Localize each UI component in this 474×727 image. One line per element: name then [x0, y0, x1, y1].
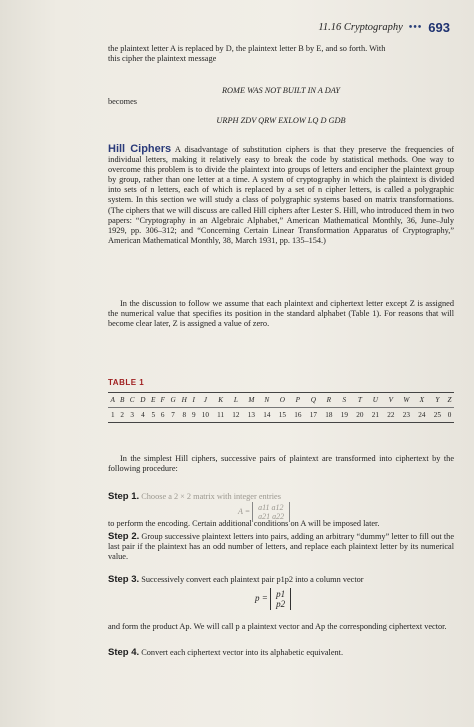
table-value-cell: 21	[371, 411, 379, 419]
table-letter-cell: D	[137, 393, 148, 408]
table-title: TABLE 1	[108, 378, 145, 387]
running-header	[318, 20, 450, 35]
table-letter-cell: K	[213, 393, 228, 408]
table-letter-cell: R	[321, 393, 337, 408]
step-4-label: Step 4.	[108, 647, 140, 658]
vector-p	[255, 588, 291, 610]
vector-p-entries	[270, 588, 291, 610]
table-value-cell: 20	[356, 411, 364, 419]
table-value-cell: 25	[433, 411, 441, 419]
table-value-cell: 15	[278, 411, 286, 419]
table-values-row	[108, 408, 454, 423]
table-value-cell: 18	[325, 411, 333, 419]
table-letter-cell: T	[352, 393, 368, 408]
hill-ciphers-heading: Hill Ciphers	[108, 143, 172, 155]
step-3-continuation: and form the product Ap. We will call p a plaintext vector and Ap the corresponding ciphertext vector.	[108, 622, 447, 631]
intro-line-1: the plaintext letter A is replaced by D, the plaintext letter B by E, and so forth. With	[108, 44, 386, 53]
step-2	[108, 532, 454, 562]
table-value-cell: 5	[151, 411, 156, 419]
step-1-continuation: to perform the encoding. Certain additional conditions on A will be imposed later.	[108, 519, 380, 528]
table-letters-row	[108, 393, 454, 408]
table-letter-cell: L	[228, 393, 244, 408]
table-value-cell: 16	[294, 411, 302, 419]
table-value-cell: 10	[201, 411, 209, 419]
hill-paragraph-2: In the discussion to follow we assume that each plaintext and ciphertext letter except Z is assigned the numerical value that specifies its position in the standard alphabet (Table 1). For reasons that will become clear later, Z is assigned a value of zero.	[108, 299, 454, 329]
table-letter-cell: W	[399, 393, 415, 408]
table-letter-cell: G	[167, 393, 178, 408]
intro-line-2: this cipher the plaintext message	[108, 54, 217, 64]
table-letter-cell: X	[414, 393, 430, 408]
table-letter-cell: C	[127, 393, 137, 408]
step-1	[108, 492, 454, 502]
table-letter-cell: U	[368, 393, 384, 408]
table-value-cell: 9	[191, 411, 196, 419]
plain-message: ROME WAS NOT BUILT IN A DAY	[221, 86, 341, 95]
table-letter-cell: E	[149, 393, 158, 408]
table-letter-cell: N	[259, 393, 275, 408]
table-value-cell: 3	[130, 411, 134, 419]
procedure-intro: In the simplest Hill ciphers, successive pairs of plaintext are transformed into ciphertext by the following procedure:	[108, 454, 454, 474]
vector-p-row-2: p2	[276, 599, 286, 609]
matrix-a-row-1: a11 a12	[258, 503, 284, 512]
table-value-cell: 24	[418, 411, 426, 419]
step-1-text: Choose a 2 × 2 matrix with integer entries	[141, 492, 281, 501]
page-number: 693	[428, 20, 450, 35]
section-title: 11.16 Cryptography	[318, 22, 403, 33]
table-letter-cell: B	[117, 393, 126, 408]
step-1-label: Step 1.	[108, 491, 140, 502]
alphabet-table	[108, 392, 454, 423]
table-value-cell: 14	[263, 411, 271, 419]
step-3-label: Step 3.	[108, 574, 140, 585]
hill-section	[108, 144, 454, 246]
table-value-cell: 22	[387, 411, 395, 419]
intro-text	[108, 44, 454, 64]
table-value-cell: 4	[141, 411, 145, 419]
table-letter-cell: Y	[430, 393, 446, 408]
table-value-cell: 13	[247, 411, 255, 419]
step-2-label: Step 2.	[108, 531, 140, 542]
header-dots: •••	[408, 22, 423, 33]
step-2-text: Group successive plaintext letters into pairs, adding an arbitrary “dummy” letter to fill out the last pair if the plaintext has an odd number of letters, and replace each plaintext letter by its numerical value.	[108, 532, 454, 562]
matrix-a-row-2: a21 a22	[258, 512, 285, 521]
table-letter-cell: Q	[306, 393, 322, 408]
table-value-cell: 1	[110, 411, 115, 419]
table-letter-cell: S	[337, 393, 353, 408]
matrix-a-label: A =	[238, 506, 251, 516]
step-3-text: Successively convert each plaintext pair p1p2 into a column vector	[141, 575, 364, 584]
step-4-text: Convert each ciphertext vector into its alphabetic equivalent.	[141, 648, 344, 657]
table-value-cell: 0	[447, 411, 452, 419]
step-3	[108, 575, 454, 585]
table-letter-cell: P	[290, 393, 306, 408]
table-letter-cell: H	[179, 393, 190, 408]
table-value-cell: 23	[402, 411, 410, 419]
becomes-text: becomes	[108, 97, 138, 106]
table-letter-cell: O	[275, 393, 291, 408]
table-letter-cell: Z	[445, 393, 454, 408]
table-value-cell: 8	[182, 411, 187, 419]
table-value-cell: 2	[120, 411, 124, 419]
table-letter-cell: A	[108, 393, 117, 408]
hill-paragraph-1: A disadvantage of substitution ciphers is that they preserve the frequencies of individual letters, making it relatively easy to break the code by statistical methods. One way to overcome this problem is to divide the plaintext into groups of letters and encipher the plaintext group by group, rather than one letter at a time. A system of cryptography in which the plaintext is divided into sets of n letters, each of which is replaced by a set of n cipher letters, is called a polygraphic system. In this section we will study a class of polygraphic systems based on matrix transformations. (The ciphers that we will discuss are called Hill ciphers after Lester S. Hill, who introduced them in two papers: “Cryptography in an Algebraic Alphabet,” American Mathematical Monthly, 36, June–July 1929, pp. 306–312; and “Concerning Certain Linear Transformation Apparatus of Cryptography,” American Mathematical Monthly, 38, March 1931, pp. 135–154.)	[108, 145, 455, 245]
cipher-message: URPH ZDV QRW EXLOW LQ D GDB	[216, 116, 346, 125]
table-letter-cell: F	[158, 393, 167, 408]
table-value-cell: 11	[217, 411, 225, 419]
table-letter-cell: V	[383, 393, 399, 408]
table-value-cell: 12	[232, 411, 240, 419]
step-4	[108, 648, 454, 658]
table-letter-cell: J	[198, 393, 214, 408]
table-letter-cell: I	[190, 393, 198, 408]
table-letter-cell: M	[244, 393, 260, 408]
table-value-cell: 19	[340, 411, 348, 419]
table-value-cell: 6	[160, 411, 165, 419]
table-value-cell: 7	[171, 411, 175, 419]
table-value-cell: 17	[309, 411, 317, 419]
vector-p-row-1: p1	[276, 589, 286, 599]
vector-p-label: p =	[255, 593, 268, 604]
